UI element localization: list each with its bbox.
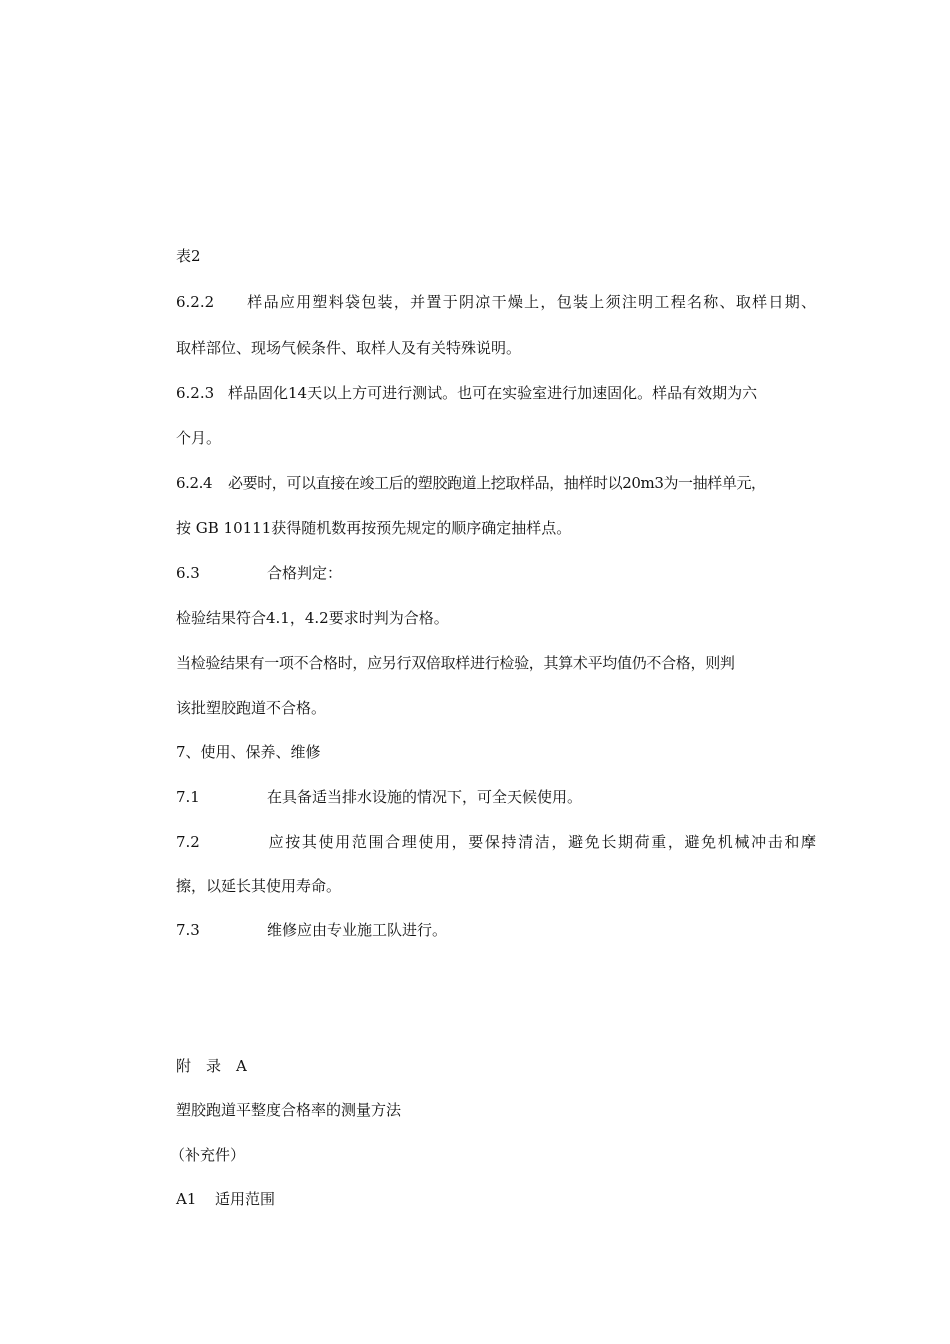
- section-6-2-2-line-2: 取样部位、现场气候条件、取样人及有关特殊说明。: [176, 339, 522, 357]
- section-number: 6.3: [176, 564, 200, 582]
- section-7-2-line-1: [176, 832, 816, 852]
- section-number: 6.2.4: [176, 474, 213, 492]
- section-number: 7.2: [176, 833, 200, 851]
- section-number: 7.3: [176, 921, 200, 939]
- appendix-title: 塑胶跑道平整度合格率的测量方法: [176, 1101, 402, 1119]
- paragraph-text: 应按其使用范围合理使用，要保持清洁，避免长期荷重，避免机械冲击和摩: [267, 833, 816, 851]
- section-6-2-3-line-1: [176, 383, 816, 403]
- section-number: 7.1: [176, 788, 200, 806]
- section-6-3-heading: [176, 563, 816, 583]
- section-title: 合格判定：: [267, 564, 343, 582]
- paragraph-text: 必要时，可以直接在竣工后的塑胶跑道上挖取样品，抽样时以20m3为一抽样单元，: [228, 474, 766, 492]
- section-7-1: [176, 787, 816, 807]
- judgement-text-1: 检验结果符合4.1，4.2要求时判为合格。: [176, 609, 449, 627]
- section-number: 6.2.2: [176, 293, 215, 311]
- table-label: 表2: [176, 247, 201, 265]
- paragraph-text: 维修应由专业施工队进行。: [267, 921, 448, 939]
- appendix-note: （补充件）: [170, 1146, 246, 1164]
- paragraph-text: 样品固化14天以上方可进行测试。也可在实验室进行加速固化。样品有效期为六: [228, 384, 758, 402]
- paragraph-text: 在具备适当排水设施的情况下，可全天候使用。: [267, 788, 583, 806]
- section-number: 6.2.3: [176, 384, 215, 402]
- paragraph-text: 样品应用塑料袋包装，并置于阴凉干燥上，包装上须注明工程名称、取样日期、: [246, 293, 816, 311]
- section-6-2-3-line-2: 个月。: [176, 429, 222, 447]
- section-number: A1: [176, 1190, 197, 1208]
- section-7-heading: 7、使用、保养、维修: [176, 743, 321, 761]
- appendix-a1-heading: [176, 1189, 816, 1209]
- section-7-2-line-2: 擦，以延长其使用寿命。: [176, 877, 342, 895]
- section-title: 适用范围: [215, 1190, 276, 1208]
- section-7-3: [176, 920, 816, 940]
- section-6-2-4-line-2: 按 GB 10111获得随机数再按预先规定的顺序确定抽样点。: [176, 519, 572, 537]
- judgement-text-2-line-2: 该批塑胶跑道不合格。: [176, 699, 327, 717]
- section-6-2-2-line-1: [176, 292, 816, 312]
- section-6-2-4-line-1: [176, 473, 816, 493]
- judgement-text-2-line-1: 当检验结果有一项不合格时，应另行双倍取样进行检验，其算术平均值仍不合格，则判: [176, 654, 735, 672]
- appendix-label: 附 录 A: [176, 1057, 247, 1075]
